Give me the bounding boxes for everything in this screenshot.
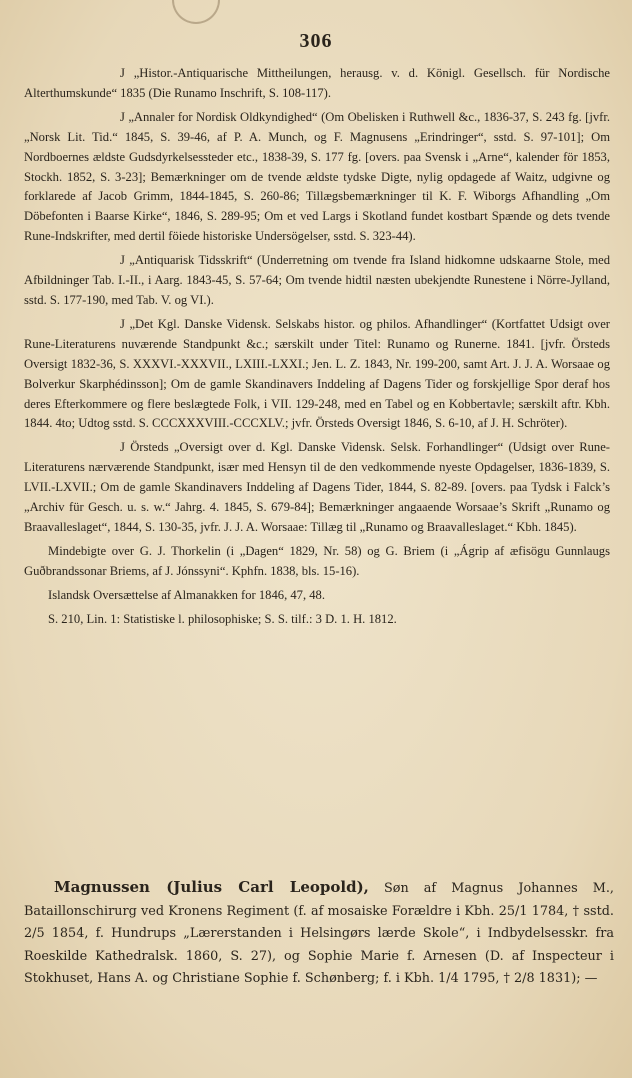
page-notch	[172, 0, 220, 24]
entry-historisk-antiquarische: J „Histor.-Antiquarische Mittheilungen, herausg. v. d. Königl. Gesellsch. für Nordische Alterthumskunde“ 1835 (Die Runamo Inschrift, S. 108-117).	[24, 66, 610, 100]
biography-magnussen	[24, 876, 614, 991]
entry-antiquarisk-tidsskrift: J „Antiquarisk Tidsskrift“ (Underretning om tvende fra Island hidkomne udskaarne Stole, med Afbildninger Tab. I.-II., i Aarg. 1843-45, S. 57-64; Om tvende hidtil næsten ubekjendte Runestene i Nörre-Jylland, sstd. S. 177-190, med Tab. V. og VI.).	[24, 253, 610, 307]
entry-videnskabs-selskabs-afhandlinger: J „Det Kgl. Danske Vidensk. Selskabs histor. og philos. Afhandlinger“ (Kortfattet Udsigt over Rune-Literaturens nuværende Standpunkt &c.; særskilt under Titel: Runamo og Runerne. 1841. [jvfr. Örsteds Oversigt 1832-36, S. XXXVI.-XXXVII., LXIII.-LXXI.; Jen. L. Z. 1843, Nr. 199-200, samt Art. J. J. A. Worsaae og Bolverkur Skarphédinsson]; Om de gamle Skandinavers Inddeling af Dagens Tider og forskjellige Spor deraf hos deres Efterkommere og flere beslægtede Folk, i VII. 129-248, med en Tabel og en Kobbertavle; særskilt aftr. Kbh. 1844. 4to; Udtog sstd. S. CCCXXXVIII.-CCCXLV.; jvfr. Örsteds Oversigt 1846, S. 6-10, af J. H. Schröter).	[24, 316, 610, 431]
entry-orsteds-oversigt: J Örsteds „Oversigt over d. Kgl. Danske Vidensk. Selsk. Forhandlinger“ (Udsigt over Rune-Literaturens nærværende Standpunkt, især med Hensyn til de den vedkommende nyeste Opdagelser, 1836-1839, S. LVII.-LXVII.; Om de gamle Skandinavers Inddeling af Dagens Tider, 1844, S. 82-89. [overs. paa Tydsk i Falck’s „Archiv für Gesch. u. s. w.“ Jahrg. 4. 1845, S. 679-84]; Bemærkninger angaaende Worsaae’s Skrift „Runamo og Braavalleslaget“, 1844, S. 130-35, jvfr. J. J. A. Worsaae: Tillæg til „Runamo og Braavalleslaget.“ Kbh. 1845).	[24, 440, 610, 534]
biography-paragraph	[24, 876, 614, 991]
biography-text: Søn af Magnus Johannes M., Bataillonschirurg ved Kronens Regiment (f. af mosaiske Forældre i Kbh. 25/1 1784, † sstd. 2/5 1854, f. Hundrups „Lærerstanden i Helsingørs lærde Skole“, i Indbydelsesskr. fra Roeskilde Kathedralsk. 1860, S. 27), og Sophie Marie f. Arnesen (D. af Inspecteur i Stokhuset, Hans A. og Christiane Sophie f. Schønberg; f. i Kbh. 1/4 1795, † 2/8 1831); —	[24, 881, 614, 986]
entry-errata-note: S. 210, Lin. 1: Statistiske l. philosophiske; S. S. tilf.: 3 D. 1. H. 1812.	[48, 611, 397, 626]
entry-annaler-nordisk-oldkyndighed: J „Annaler for Nordisk Oldkyndighed“ (Om Obelisken i Ruthwell &c., 1836-37, S. 243 fg. [jvfr. „Norsk Lit. Tid.“ 1845, S. 39-46, af P. A. Munch, og F. Magnusens „Erindringer“, sstd. S. 97-101]; Om Nordboernes ældste Gudsdyrkelsessteder etc., 1838-39, S. 177 fg. [overs. paa Svensk i „Arne“, kalender för 1853, Stockh. 1852, S. 3-23]; Bemærkninger om de tvende ældste tydske Digte, nylig opdagede af Waitz, udgivne og forklarede af Jacob Grimm, 1844-1845, S. 260-86; Tillægsbemærkninger til K. F. Wiborgs Afhandling „Om Döbefonten i Baarse Kirke“, 1846, S. 289-95; Om et ved Largs i Skotland fundet kostbart Spænde og dets tvende Rune-Indskrifter, med dertil föiede historiske Undersögelser, sstd. S. 323-44).	[24, 109, 610, 244]
page-number: 306	[299, 30, 333, 52]
biography-name: Magnussen (Julius Carl Leopold),	[54, 878, 369, 896]
entry-islandsk-oversaettelse: Islandsk Oversættelse af Almanakken for 1846, 47, 48.	[48, 587, 326, 602]
bibliography-entries	[24, 64, 610, 633]
entry-mindedigte: Mindebigte over G. J. Thorkelin (i „Dagen“ 1829, Nr. 58) og G. Briem (i „Ágrip af æfisögu Gunnlaugs Guðbrandssonar Briems, af J. Jónssyni“. Kphfn. 1838, bls. 15-16).	[24, 543, 610, 578]
